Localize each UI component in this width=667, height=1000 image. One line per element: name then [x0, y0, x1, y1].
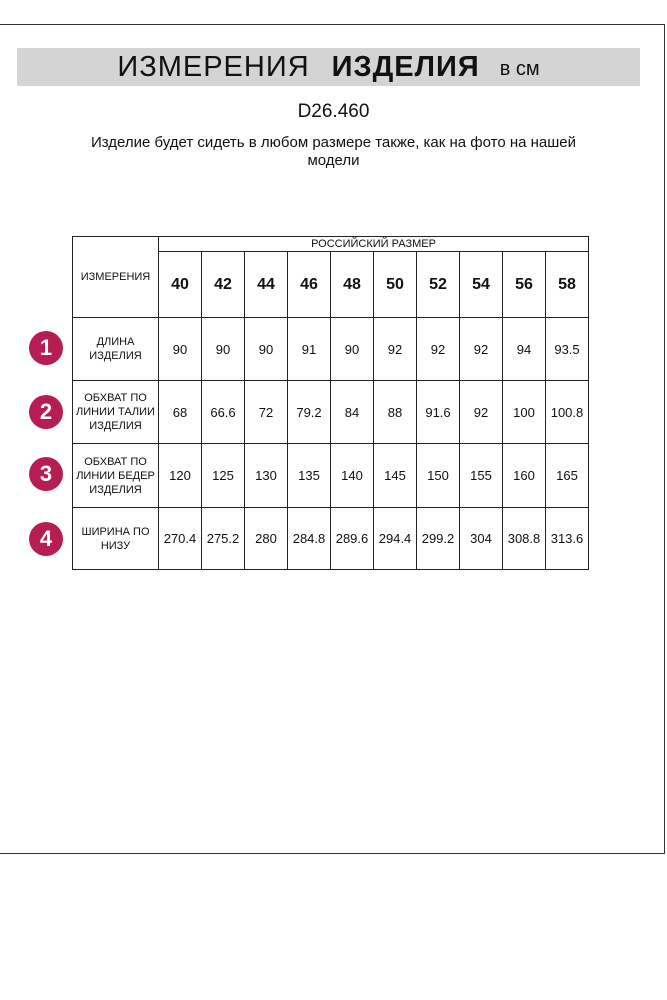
row-number-badge: 3	[29, 457, 63, 491]
size-header: 40	[159, 252, 202, 318]
value-cell: 90	[202, 318, 245, 381]
value-cell: 284.8	[288, 508, 331, 570]
value-cell: 94	[503, 318, 546, 381]
value-cell: 140	[331, 444, 374, 508]
table-row	[73, 381, 589, 444]
value-cell: 130	[245, 444, 288, 508]
row-label: ШИРИНА ПО НИЗУ	[73, 508, 159, 570]
measurements-header: ИЗМЕРЕНИЯ	[73, 237, 159, 318]
value-cell: 72	[245, 381, 288, 444]
russian-size-header: РОССИЙСКИЙ РАЗМЕР	[159, 237, 589, 252]
row-number-badge: 2	[29, 395, 63, 429]
value-cell: 90	[331, 318, 374, 381]
table-row	[73, 508, 589, 570]
value-cell: 275.2	[202, 508, 245, 570]
size-chart-table	[72, 236, 589, 570]
title-item: ИЗДЕЛИЯ	[331, 50, 480, 83]
value-cell: 84	[331, 381, 374, 444]
size-header: 44	[245, 252, 288, 318]
value-cell: 92	[460, 318, 503, 381]
value-cell: 299.2	[417, 508, 460, 570]
size-header: 42	[202, 252, 245, 318]
value-cell: 88	[374, 381, 417, 444]
value-cell: 93.5	[546, 318, 589, 381]
row-number-badge: 1	[29, 331, 63, 365]
size-header: 50	[374, 252, 417, 318]
value-cell: 145	[374, 444, 417, 508]
value-cell: 280	[245, 508, 288, 570]
table-row	[73, 444, 589, 508]
title-units: в см	[499, 57, 540, 80]
size-header: 46	[288, 252, 331, 318]
value-cell: 92	[417, 318, 460, 381]
value-cell: 100	[503, 381, 546, 444]
value-cell: 125	[202, 444, 245, 508]
value-cell: 92	[374, 318, 417, 381]
value-cell: 90	[159, 318, 202, 381]
title-banner	[17, 48, 640, 86]
value-cell: 313.6	[546, 508, 589, 570]
value-cell: 308.8	[503, 508, 546, 570]
value-cell: 155	[460, 444, 503, 508]
size-header: 52	[417, 252, 460, 318]
row-number-badge: 4	[29, 522, 63, 556]
value-cell: 79.2	[288, 381, 331, 444]
value-cell: 120	[159, 444, 202, 508]
value-cell: 91	[288, 318, 331, 381]
value-cell: 165	[546, 444, 589, 508]
model-code: D26.460	[297, 101, 370, 122]
table-row	[73, 318, 589, 381]
value-cell: 91.6	[417, 381, 460, 444]
row-label: ДЛИНА ИЗДЕЛИЯ	[73, 318, 159, 381]
value-cell: 289.6	[331, 508, 374, 570]
title-measurements: ИЗМЕРЕНИЯ	[117, 50, 310, 83]
value-cell: 150	[417, 444, 460, 508]
value-cell: 160	[503, 444, 546, 508]
row-label: ОБХВАТ ПО ЛИНИИ ТАЛИИ ИЗДЕЛИЯ	[73, 381, 159, 444]
value-cell: 294.4	[374, 508, 417, 570]
value-cell: 66.6	[202, 381, 245, 444]
row-label: ОБХВАТ ПО ЛИНИИ БЕДЕР ИЗДЕЛИЯ	[73, 444, 159, 508]
size-header: 54	[460, 252, 503, 318]
value-cell: 135	[288, 444, 331, 508]
size-header: 48	[331, 252, 374, 318]
value-cell: 270.4	[159, 508, 202, 570]
value-cell: 304	[460, 508, 503, 570]
size-header: 58	[546, 252, 589, 318]
fit-note: Изделие будет сидеть в любом размере также, как на фото на нашей модели	[90, 134, 577, 169]
value-cell: 68	[159, 381, 202, 444]
value-cell: 92	[460, 381, 503, 444]
value-cell: 90	[245, 318, 288, 381]
value-cell: 100.8	[546, 381, 589, 444]
size-header: 56	[503, 252, 546, 318]
